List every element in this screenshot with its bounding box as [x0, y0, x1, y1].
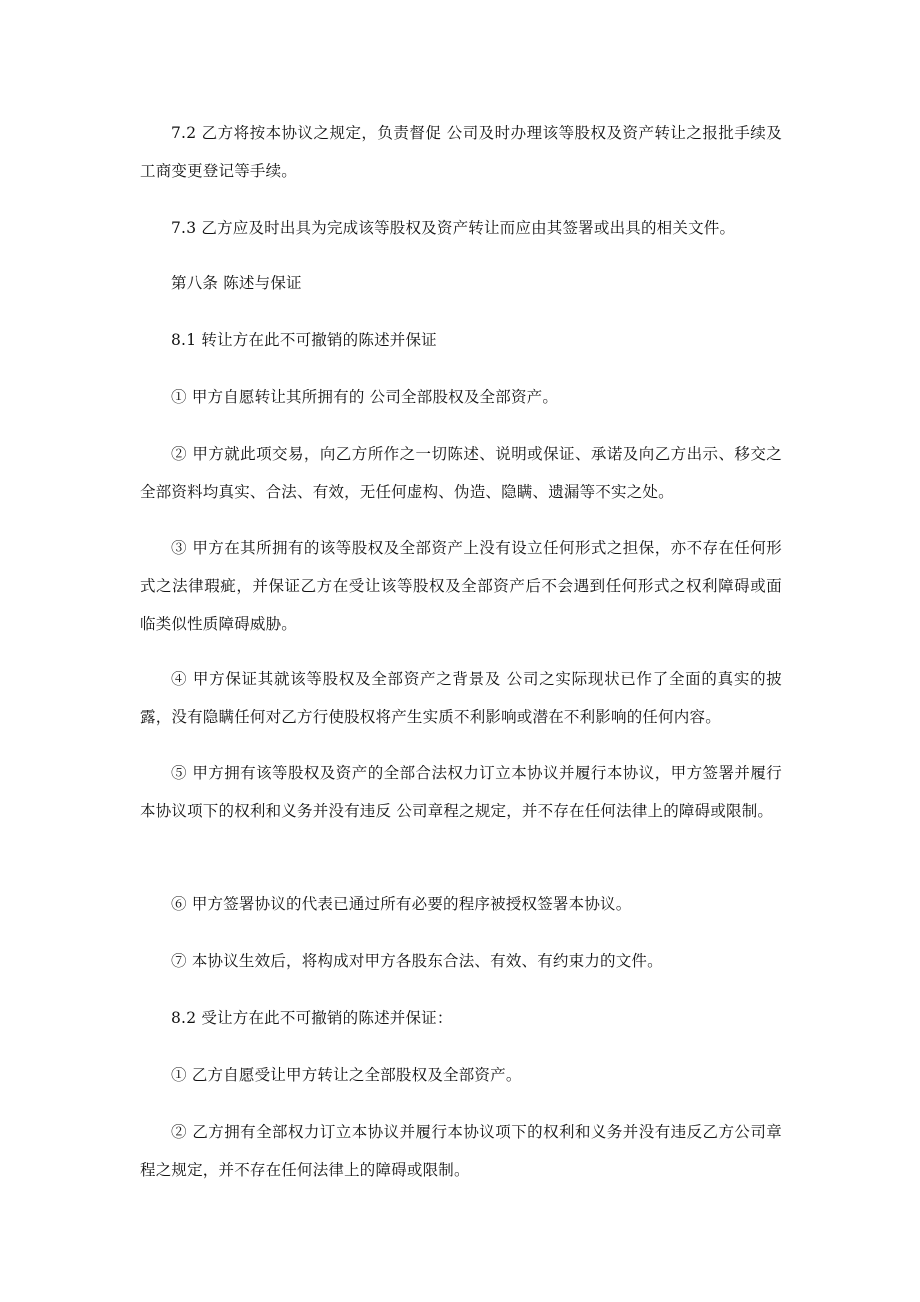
clause-8-2-item-1: ① 乙方自愿受让甲方转让之全部股权及全部资产。	[171, 1066, 522, 1084]
clause-8-1: 8.1 转让方在此不可撤销的陈述并保证	[171, 331, 437, 349]
article-8-heading: 第八条 陈述与保证	[171, 274, 302, 292]
clause-8-1-item-2: ② 甲方就此项交易，向乙方所作之一切陈述、说明或保证、承诺及向乙方出示、移交之全部资料均真实、合法、有效，无任何虚构、伪造、隐瞒、遗漏等不实之处。	[140, 445, 782, 501]
clause-8-1-item-1: ① 甲方自愿转让其所拥有的 公司全部股权及全部资产。	[171, 388, 559, 406]
clause-8-1-item-5: ⑤ 甲方拥有该等股权及资产的全部合法权力订立本协议并履行本协议，甲方签署并履行本协议项下的权利和义务并没有违反 公司章程之规定，并不存在任何法律上的障碍或限制。	[140, 764, 782, 820]
clause-8-1-item-4: ④ 甲方保证其就该等股权及全部资产之背景及 公司之实际现状已作了全面的真实的披露，没有隐瞒任何对乙方行使股权将产生实质不利影响或潜在不利影响的任何内容。	[140, 670, 782, 726]
clause-7-3: 7.3 乙方应及时出具为完成该等股权及资产转让而应由其签署或出具的相关文件。	[171, 219, 736, 237]
clause-8-1-item-3: ③ 甲方在其所拥有的该等股权及全部资产上没有设立任何形式之担保，亦不存在任何形式之法律瑕疵，并保证乙方在受让该等股权及全部资产后不会遇到任何形式之权利障碍或面临类似性质障碍威胁。	[140, 539, 782, 633]
clause-8-1-item-7: ⑦ 本协议生效后，将构成对甲方各股东合法、有效、有约束力的文件。	[171, 952, 663, 970]
clause-7-2: 7.2 乙方将按本协议之规定，负责督促 公司及时办理该等股权及资产转让之报批手续及工商变更登记等手续。	[140, 124, 782, 180]
clause-8-1-item-6: ⑥ 甲方签署协议的代表已通过所有必要的程序被授权签署本协议。	[171, 895, 632, 913]
clause-8-2-item-2: ② 乙方拥有全部权力订立本协议并履行本协议项下的权利和义务并没有违反乙方公司章程之规定，并不存在任何法律上的障碍或限制。	[140, 1123, 782, 1179]
clause-8-2: 8.2 受让方在此不可撤销的陈述并保证：	[171, 1009, 453, 1027]
